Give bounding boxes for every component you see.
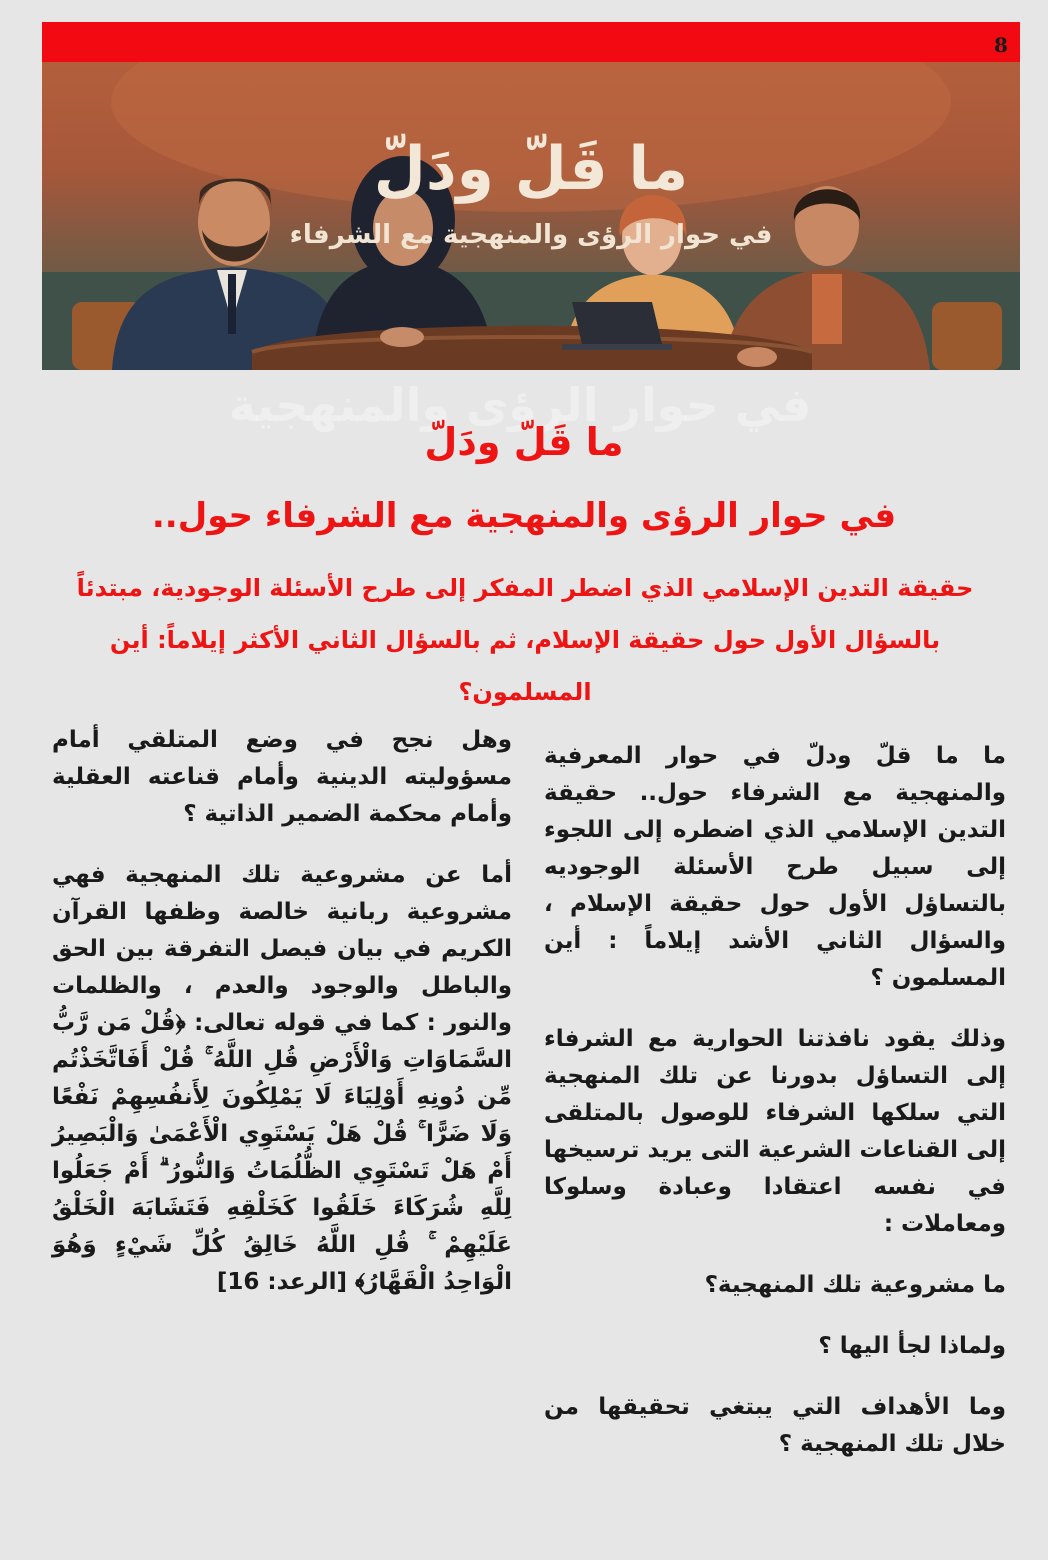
- right-column: [544, 738, 1006, 1487]
- banner-subtitle: في حوار الرؤى والمنهجية مع الشرفاء: [289, 220, 773, 250]
- article-lead: [50, 562, 1000, 718]
- question: ولماذا لجأ اليها ؟: [818, 1333, 1006, 1359]
- paragraph: وذلك يقود نافذتنا الحوارية مع الشرفاء إلى التساؤل بدورنا عن تلك المنهجية التي سلكها الشرفاء للوصول بالمتلقى إلى القناعات الشرعية التى يريد ترسيخها في نفسه اعتقادا وعبادة وسلوكا ومعاملات :: [544, 1026, 1006, 1237]
- paragraph: وهل نجح في وضع المتلقي أمام مسؤوليته الدينية وأمام قناعته العقلية وأمام محكمة الضمير الذاتية ؟: [52, 727, 512, 827]
- paragraph-quran-quote: أما عن مشروعية تلك المنهجية فهي مشروعية ربانية خالصة وظفها القرآن الكريم في بيان فيصل التفرقة بين الحق والباطل والوجود والعدم ، والظلمات والنور : كما في قوله تعالى: ﴿قُلْ مَن رَّبُّ السَّمَاوَاتِ وَالْأَرْضِ قُلِ اللَّهُ ۚ قُلْ أَفَاتَّخَذْتُم مِّن دُونِهِ أَوْلِيَاءَ لَا يَمْلِكُونَ لِأَنفُسِهِمْ نَفْعًا وَلَا ضَرًّا ۚ قُلْ هَلْ يَسْتَوِي الْأَعْمَىٰ وَالْبَصِيرُ أَمْ هَلْ تَسْتَوِي الظُّلُمَاتُ وَالنُّورُ ۗ أَمْ جَعَلُوا لِلَّهِ شُرَكَاءَ خَلَقُوا كَخَلْقِهِ فَتَشَابَهَ الْخَلْقُ عَلَيْهِمْ ۚ قُلِ اللَّهُ خَالِقُ كُلِّ شَيْءٍ وَهُوَ الْوَاحِدُ الْقَهَّارُ﴾ [الرعد: 16]: [52, 862, 512, 1295]
- page-number: 8: [994, 33, 1008, 57]
- article-subtitle: في حوار الرؤى والمنهجية مع الشرفاء حول..: [151, 496, 897, 536]
- left-column: [52, 722, 512, 1325]
- article-title: ما قَلّ ودَلّ: [424, 420, 624, 464]
- question: وما الأهداف التي يبتغي تحقيقها من خلال تلك المنهجية ؟: [544, 1394, 1006, 1457]
- lead-line-2: بالسؤال الأول حول حقيقة الإسلام، ثم بالسؤال الثاني الأكثر إيلاماً: أين المسلمون؟: [109, 626, 941, 706]
- banner-illustration: [42, 62, 1020, 370]
- paragraph: ما ما قلّ ودلّ في حوار المعرفية والمنهجية مع الشرفاء حول.. حقيقة التدين الإسلامي الذي اضطره إلى اللجوء إلى سبيل طرح الأسئلة الوجوديه بالتساؤل الأول حول حقيقة الإسلام ، والسؤال الثاني الأشد إيلاماً : أين المسلمون ؟: [544, 743, 1006, 991]
- top-red-bar: [42, 22, 1020, 62]
- meeting-illustration: [42, 62, 1020, 370]
- watermark-text: في حوار الرؤى والمنهجية: [228, 378, 812, 432]
- lead-line-1: حقيقة التدين الإسلامي الذي اضطر المفكر إلى طرح الأسئلة الوجودية، مبتدئاً: [76, 574, 974, 602]
- question: ما مشروعية تلك المنهجية؟: [704, 1272, 1006, 1298]
- banner-title: ما قَلّ ودَلّ: [373, 134, 689, 204]
